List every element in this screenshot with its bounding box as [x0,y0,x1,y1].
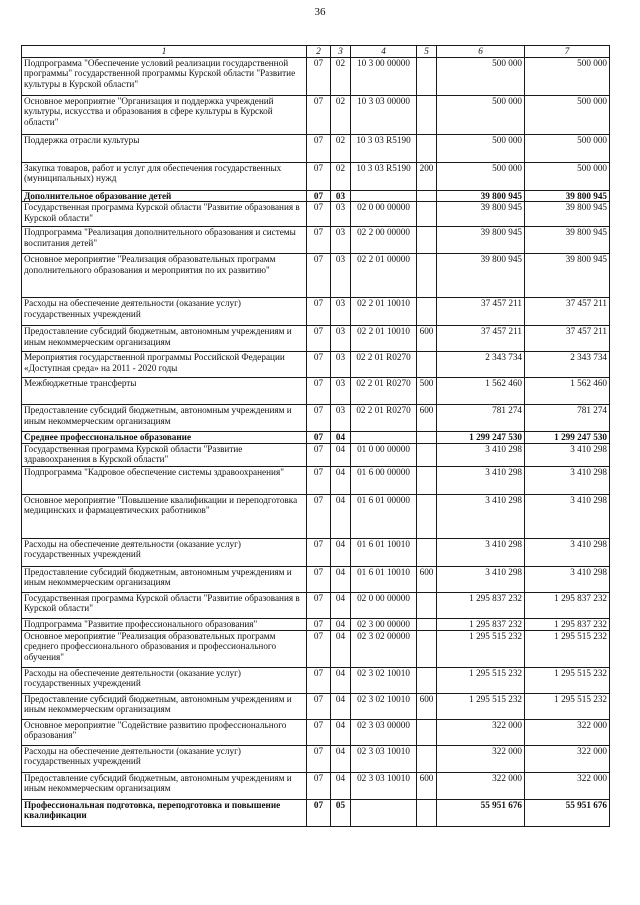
target-article-cell: 10 3 03 R5190 [351,163,417,191]
section-code-cell: 07 [307,378,331,405]
section-code-cell: 07 [307,432,331,443]
subsection-code-cell: 03 [331,191,351,202]
column-number: 4 [351,46,417,58]
amount-cell-year-1: 1 295 515 232 [437,667,525,693]
amount-cell-year-2: 322 000 [525,745,610,772]
amount-cell-year-2: 39 800 945 [525,227,610,254]
table-row [22,592,610,618]
section-code-cell: 07 [307,566,331,592]
target-article-cell: 01 0 00 00000 [351,443,417,466]
section-code-cell: 07 [307,772,331,799]
table-row [22,352,610,378]
table-row [22,719,610,745]
row-name-cell: Подпрограмма "Развитие профессионального образования" [22,618,307,630]
amount-cell-year-1: 322 000 [437,772,525,799]
subsection-code-cell: 03 [331,405,351,432]
amount-cell-year-2: 55 951 676 [525,799,610,826]
amount-cell-year-1: 1 295 515 232 [437,630,525,667]
table-row [22,630,610,667]
column-number-row [22,46,610,58]
table-row [22,693,610,719]
table-row [22,566,610,592]
target-article-cell: 02 3 02 00000 [351,630,417,667]
expense-type-cell: 600 [417,772,437,799]
amount-cell-year-1: 1 295 837 232 [437,592,525,618]
row-name-cell: Подпрограмма "Кадровое обеспечение системы здравоохранения" [22,466,307,494]
expense-type-cell [417,592,437,618]
amount-cell-year-2: 322 000 [525,772,610,799]
subsection-code-cell: 03 [331,326,351,352]
row-name-cell: Расходы на обеспечение деятельности (оказание услуг) государственных учреждений [22,667,307,693]
target-article-cell: 02 2 01 10010 [351,326,417,352]
table-row [22,799,610,826]
subsection-code-cell: 04 [331,494,351,538]
amount-cell-year-1: 500 000 [437,135,525,163]
row-name-cell: Подпрограмма "Реализация дополнительного образования и системы воспитания детей" [22,227,307,254]
amount-cell-year-2: 2 343 734 [525,352,610,378]
subsection-code-cell: 04 [331,443,351,466]
target-article-cell: 10 3 00 00000 [351,58,417,96]
expense-type-cell: 200 [417,163,437,191]
amount-cell-year-2: 322 000 [525,719,610,745]
table-row [22,202,610,227]
section-code-cell: 07 [307,618,331,630]
amount-cell-year-1: 1 299 247 530 [437,432,525,443]
amount-cell-year-2: 781 274 [525,405,610,432]
table-row [22,227,610,254]
row-name-cell: Предоставление субсидий бюджетным, автономным учреждениям и иным некоммерческим организациям [22,693,307,719]
expense-type-cell [417,135,437,163]
amount-cell-year-1: 37 457 211 [437,326,525,352]
amount-cell-year-1: 500 000 [437,163,525,191]
amount-cell-year-2: 39 800 945 [525,191,610,202]
amount-cell-year-1: 39 800 945 [437,191,525,202]
expense-type-cell: 600 [417,326,437,352]
subsection-code-cell: 04 [331,566,351,592]
section-code-cell: 07 [307,227,331,254]
amount-cell-year-1: 3 410 298 [437,443,525,466]
amount-cell-year-2: 1 295 837 232 [525,618,610,630]
row-name-cell: Поддержка отрасли культуры [22,135,307,163]
section-code-cell: 07 [307,405,331,432]
amount-cell-year-1: 39 800 945 [437,202,525,227]
expense-type-cell [417,719,437,745]
expense-type-cell [417,432,437,443]
target-article-cell: 02 3 03 00000 [351,719,417,745]
target-article-cell: 10 3 03 R5190 [351,135,417,163]
expense-type-cell [417,443,437,466]
page-number: 36 [314,6,326,18]
amount-cell-year-2: 1 295 515 232 [525,693,610,719]
amount-cell-year-1: 322 000 [437,719,525,745]
section-code-cell: 07 [307,719,331,745]
expense-type-cell [417,96,437,135]
amount-cell-year-1: 39 800 945 [437,227,525,254]
subsection-code-cell: 03 [331,202,351,227]
expense-type-cell [417,254,437,298]
amount-cell-year-2: 1 295 515 232 [525,630,610,667]
section-code-cell: 07 [307,135,331,163]
row-name-cell: Предоставление субсидий бюджетным, автономным учреждениям и иным некоммерческим организациям [22,772,307,799]
amount-cell-year-1: 39 800 945 [437,254,525,298]
subsection-code-cell: 04 [331,538,351,566]
target-article-cell: 02 2 00 00000 [351,227,417,254]
subsection-code-cell: 02 [331,135,351,163]
row-name-cell: Основное мероприятие "Реализация образовательных программ дополнительного образования и мероприятия по их развитию" [22,254,307,298]
table-row [22,667,610,693]
section-code-cell: 07 [307,254,331,298]
amount-cell-year-2: 1 295 515 232 [525,667,610,693]
table-row [22,538,610,566]
amount-cell-year-2: 500 000 [525,163,610,191]
row-name-cell: Основное мероприятие "Организация и поддержка учреждений культуры, искусства и образования в сфере культуры в Курской области" [22,96,307,135]
row-name-cell: Профессиональная подготовка, переподготовка и повышение квалификации [22,799,307,826]
expense-type-cell [417,667,437,693]
amount-cell-year-2: 500 000 [525,96,610,135]
table-row [22,618,610,630]
expense-type-cell [417,745,437,772]
row-name-cell: Мероприятия государственной программы Российской Федерации «Доступная среда» на 2011 - 2020 годы [22,352,307,378]
row-name-cell: Среднее профессиональное образование [22,432,307,443]
target-article-cell: 01 6 00 00000 [351,466,417,494]
table-row [22,135,610,163]
amount-cell-year-1: 37 457 211 [437,298,525,326]
subsection-code-cell: 04 [331,667,351,693]
subsection-code-cell: 05 [331,799,351,826]
table-row [22,432,610,443]
amount-cell-year-2: 3 410 298 [525,443,610,466]
row-name-cell: Предоставление субсидий бюджетным, автономным учреждениям и иным некоммерческим организациям [22,566,307,592]
table-row [22,378,610,405]
subsection-code-cell: 03 [331,352,351,378]
target-article-cell: 01 6 01 10010 [351,566,417,592]
budget-rows [22,58,610,827]
column-number: 5 [417,46,437,58]
section-code-cell: 07 [307,202,331,227]
table-row [22,298,610,326]
subsection-code-cell: 02 [331,163,351,191]
target-article-cell [351,799,417,826]
row-name-cell: Основное мероприятие "Повышение квалификации и переподготовка медицинских и фармацевтических работников" [22,494,307,538]
target-article-cell: 02 3 02 10010 [351,693,417,719]
target-article-cell: 02 3 03 10010 [351,772,417,799]
amount-cell-year-1: 1 562 460 [437,378,525,405]
row-name-cell: Расходы на обеспечение деятельности (оказание услуг) государственных учреждений [22,538,307,566]
row-name-cell: Межбюджетные трансферты [22,378,307,405]
amount-cell-year-1: 500 000 [437,96,525,135]
subsection-code-cell: 03 [331,378,351,405]
expense-type-cell [417,618,437,630]
target-article-cell: 02 2 01 00000 [351,254,417,298]
section-code-cell: 07 [307,466,331,494]
amount-cell-year-2: 3 410 298 [525,566,610,592]
amount-cell-year-2: 39 800 945 [525,202,610,227]
row-name-cell: Основное мероприятие "Реализация образовательных программ среднего профессионального образования и профессионального обучения" [22,630,307,667]
section-code-cell: 07 [307,96,331,135]
amount-cell-year-2: 1 299 247 530 [525,432,610,443]
expense-type-cell: 500 [417,378,437,405]
section-code-cell: 07 [307,538,331,566]
expense-type-cell [417,227,437,254]
amount-cell-year-1: 500 000 [437,58,525,96]
section-code-cell: 07 [307,298,331,326]
row-name-cell: Расходы на обеспечение деятельности (оказание услуг) государственных учреждений [22,745,307,772]
subsection-code-cell: 03 [331,227,351,254]
row-name-cell: Дополнительное образование детей [22,191,307,202]
subsection-code-cell: 04 [331,693,351,719]
expense-type-cell [417,352,437,378]
row-name-cell: Основное мероприятие "Содействие развитию профессионального образования" [22,719,307,745]
expense-type-cell [417,202,437,227]
amount-cell-year-2: 1 295 837 232 [525,592,610,618]
amount-cell-year-1: 3 410 298 [437,538,525,566]
amount-cell-year-2: 500 000 [525,135,610,163]
subsection-code-cell: 03 [331,298,351,326]
row-name-cell: Предоставление субсидий бюджетным, автономным учреждениям и иным некоммерческим организациям [22,326,307,352]
expense-type-cell: 600 [417,405,437,432]
table-row [22,96,610,135]
subsection-code-cell: 04 [331,592,351,618]
amount-cell-year-2: 500 000 [525,58,610,96]
expense-type-cell [417,58,437,96]
table-row [22,163,610,191]
subsection-code-cell: 04 [331,618,351,630]
table-row [22,466,610,494]
amount-cell-year-1: 1 295 515 232 [437,693,525,719]
amount-cell-year-2: 37 457 211 [525,298,610,326]
amount-cell-year-2: 3 410 298 [525,494,610,538]
table-row [22,405,610,432]
amount-cell-year-1: 3 410 298 [437,566,525,592]
subsection-code-cell: 04 [331,745,351,772]
column-number: 2 [307,46,331,58]
table-row [22,772,610,799]
amount-cell-year-2: 3 410 298 [525,538,610,566]
section-code-cell: 07 [307,58,331,96]
column-number: 1 [22,46,307,58]
expense-type-cell: 600 [417,566,437,592]
amount-cell-year-1: 322 000 [437,745,525,772]
section-code-cell: 07 [307,630,331,667]
row-name-cell: Государственная программа Курской области "Развитие образования в Курской области" [22,202,307,227]
expense-type-cell [417,494,437,538]
subsection-code-cell: 04 [331,719,351,745]
table-row [22,58,610,96]
target-article-cell: 02 2 01 R0270 [351,378,417,405]
section-code-cell: 07 [307,693,331,719]
subsection-code-cell: 04 [331,630,351,667]
row-name-cell: Государственная программа Курской области "Развитие здравоохранения в Курской области" [22,443,307,466]
amount-cell-year-1: 55 951 676 [437,799,525,826]
column-number: 3 [331,46,351,58]
row-name-cell: Предоставление субсидий бюджетным, автономным учреждениям и иным некоммерческим организациям [22,405,307,432]
amount-cell-year-1: 3 410 298 [437,494,525,538]
row-name-cell: Расходы на обеспечение деятельности (оказание услуг) государственных учреждений [22,298,307,326]
target-article-cell: 02 2 01 R0270 [351,405,417,432]
section-code-cell: 07 [307,163,331,191]
row-name-cell: Подпрограмма "Обеспечение условий реализации государственной программы" государственной программы Курской области "Развитие культуры в Курской области" [22,58,307,96]
target-article-cell [351,191,417,202]
target-article-cell [351,432,417,443]
subsection-code-cell: 04 [331,432,351,443]
amount-cell-year-1: 3 410 298 [437,466,525,494]
amount-cell-year-2: 37 457 211 [525,326,610,352]
table-row [22,254,610,298]
section-code-cell: 07 [307,352,331,378]
section-code-cell: 07 [307,592,331,618]
amount-cell-year-1: 1 295 837 232 [437,618,525,630]
amount-cell-year-1: 781 274 [437,405,525,432]
expense-type-cell [417,799,437,826]
section-code-cell: 07 [307,494,331,538]
section-code-cell: 07 [307,667,331,693]
target-article-cell: 02 2 01 R0270 [351,352,417,378]
amount-cell-year-2: 1 562 460 [525,378,610,405]
target-article-cell: 01 6 01 00000 [351,494,417,538]
table-row [22,494,610,538]
expense-type-cell [417,298,437,326]
subsection-code-cell: 03 [331,254,351,298]
amount-cell-year-2: 39 800 945 [525,254,610,298]
target-article-cell: 02 3 03 10010 [351,745,417,772]
section-code-cell: 07 [307,745,331,772]
section-code-cell: 07 [307,191,331,202]
subsection-code-cell: 02 [331,58,351,96]
amount-cell-year-1: 2 343 734 [437,352,525,378]
section-code-cell: 07 [307,443,331,466]
subsection-code-cell: 02 [331,96,351,135]
expense-type-cell [417,630,437,667]
target-article-cell: 02 0 00 00000 [351,202,417,227]
expense-type-cell [417,191,437,202]
column-number: 6 [437,46,525,58]
target-article-cell: 02 3 00 00000 [351,618,417,630]
amount-cell-year-2: 3 410 298 [525,466,610,494]
section-code-cell: 07 [307,326,331,352]
expense-type-cell: 600 [417,693,437,719]
table-row [22,443,610,466]
target-article-cell: 01 6 01 10010 [351,538,417,566]
column-number: 7 [525,46,610,58]
table-row [22,326,610,352]
target-article-cell: 02 3 02 10010 [351,667,417,693]
target-article-cell: 02 0 00 00000 [351,592,417,618]
expense-type-cell [417,538,437,566]
table-row [22,191,610,202]
target-article-cell: 10 3 03 00000 [351,96,417,135]
table-row [22,745,610,772]
row-name-cell: Государственная программа Курской области "Развитие образования в Курской области" [22,592,307,618]
section-code-cell: 07 [307,799,331,826]
budget-table [21,45,610,827]
target-article-cell: 02 2 01 10010 [351,298,417,326]
subsection-code-cell: 04 [331,466,351,494]
subsection-code-cell: 04 [331,772,351,799]
row-name-cell: Закупка товаров, работ и услуг для обеспечения государственных (муниципальных) нужд [22,163,307,191]
expense-type-cell [417,466,437,494]
